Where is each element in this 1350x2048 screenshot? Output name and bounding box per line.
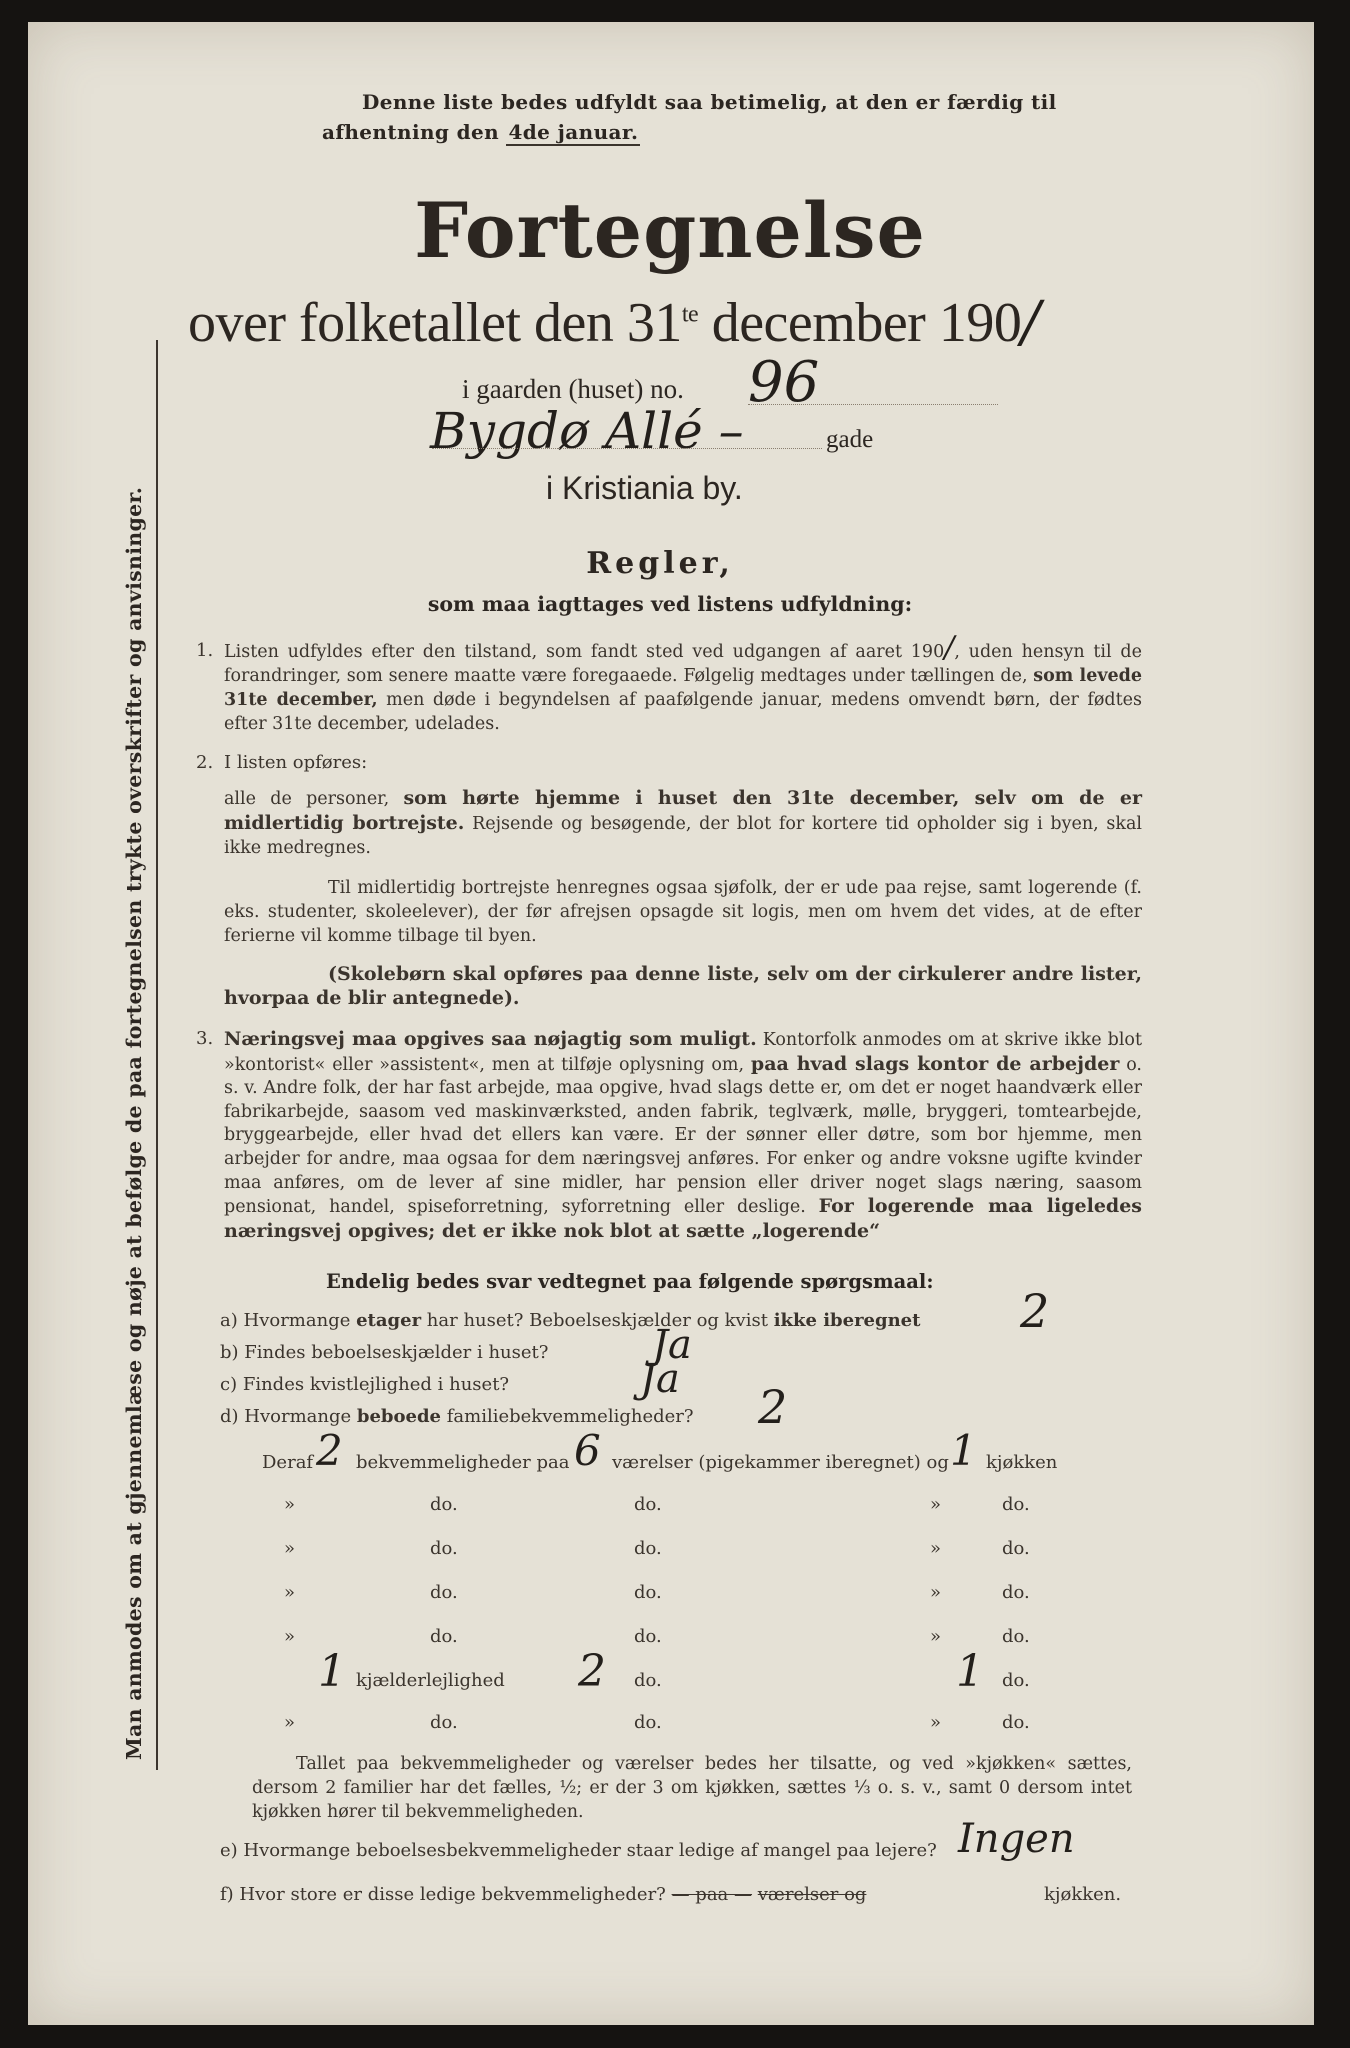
ditto-cell: do. (634, 1538, 662, 1559)
rule-3-text (224, 1028, 1142, 1244)
question-e (220, 1840, 937, 1861)
cellar-label: kjælderlejlighed (356, 1670, 505, 1691)
question-b-text: Findes beboelseskjælder i huset? (244, 1342, 549, 1363)
table-suffix: kjøkken (986, 1452, 1058, 1473)
subtitle (188, 290, 1040, 355)
ditto-mark: » (284, 1712, 296, 1733)
rule-1-year-hand: / (944, 630, 955, 665)
rule-3-number: 3. (196, 1028, 214, 1049)
question-c-text: Findes kvistlejlighed i huset? (242, 1374, 510, 1395)
rule-1-part-c: men døde i begyndelsen af paafølgende januar, medens omvendt børn, der fødtes efter 31te december, udelades. (224, 690, 1142, 734)
notice-line-1: Denne liste bedes udfyldt saa betimelig, at den er færdig til (362, 90, 1057, 114)
rule-3-bold-1: Næringsvej maa opgives saa nøjagtig som muligt. (224, 1028, 757, 1050)
rule-3-bold-3: For logerende maa ligeledes næringsvej opgives; det er ikke nok blot at sætte „logerende“ (224, 1195, 1142, 1242)
table-count-handwritten: 2 (316, 1426, 343, 1475)
ditto-cell: do. (430, 1626, 458, 1647)
answer-c: Ja (640, 1356, 680, 1402)
rule-1-number: 1. (196, 640, 214, 661)
ditto-cell: do. (1002, 1494, 1030, 1515)
question-e-label: e) (220, 1840, 238, 1861)
question-e-text: Hvormange beboelsesbekvemmeligheder staar ledige af mangel paa lejere? (243, 1840, 937, 1861)
ditto-mark: » (284, 1538, 296, 1559)
ditto-cell: do. (634, 1494, 662, 1515)
table-mid-1: bekvemmeligheder paa (356, 1452, 570, 1473)
ditto-cell: do. (430, 1538, 458, 1559)
question-f-end: kjøkken. (1044, 1884, 1122, 1905)
question-f (220, 1884, 866, 1905)
ditto-mark: » (284, 1582, 296, 1603)
street-dotted-line (432, 448, 822, 449)
rule-2-number: 2. (196, 752, 214, 773)
table-note: Tallet paa bekvemmeligheder og værelser bedes her tilsatte, og ved »kjøkken« sættes, dersom 2 familier har det fælles, ½; er der 3 om kjøkken, sættes ⅓ o. s. v., samt 0 dersom intet kjøkken hører til bekvemmeligheden. (252, 1754, 1132, 1822)
ditto-cell: do. (634, 1626, 662, 1647)
question-f-struck: — paa — (671, 1884, 753, 1905)
notice-line-2 (322, 120, 640, 144)
cellar-rooms-handwritten: 2 (578, 1646, 606, 1697)
ditto-cell: do. (1002, 1712, 1030, 1733)
ditto-cell: do. (1002, 1670, 1030, 1691)
table-kitchens-handwritten: 1 (950, 1426, 977, 1475)
question-d-bold: beboede (356, 1406, 442, 1427)
cellar-count-handwritten: 1 (318, 1646, 346, 1697)
subtitle-superscript: te (681, 301, 699, 328)
question-d-pre: Hvormange (244, 1406, 352, 1427)
question-f-label: f) (220, 1884, 234, 1905)
table-mid-2: værelser (pigekammer iberegnet) og (612, 1452, 949, 1473)
ditto-cell: do. (430, 1582, 458, 1603)
ditto-mark: » (284, 1626, 296, 1647)
rule-1-text (224, 630, 1142, 736)
question-b-label: b) (220, 1342, 239, 1363)
ditto-mark: » (930, 1712, 942, 1733)
ditto-cell: do. (430, 1494, 458, 1515)
side-instruction-text: Man anmodes om at gjennemlæse og nøje at befølge de paa fortegnelsen trykte overskrifter og anvisninger. (122, 486, 146, 1760)
questions-heading: Endelig bedes svar vedtegnet paa følgende spørgsmaal: (326, 1270, 934, 1293)
notice-date: 4de januar. (508, 120, 639, 144)
answer-b: Ja (652, 1322, 692, 1368)
question-a-label: a) (220, 1310, 238, 1331)
street-suffix: gade (826, 426, 874, 453)
rule-2-bold: som hørte hjemme i huset den 31te december, selv om de er midlertidig bortrejste. (224, 787, 1142, 834)
cellar-kitchens-handwritten: 1 (956, 1646, 984, 1697)
question-d-post: familiebekvemmeligheder? (446, 1406, 694, 1427)
rule-1-bold: som levede 31te december, (224, 666, 1142, 710)
notice-prefix: afhentning den (322, 120, 500, 144)
ditto-cell: do. (634, 1582, 662, 1603)
rule-2-intro: I listen opføres: (224, 752, 368, 773)
ditto-mark: » (284, 1494, 296, 1515)
street-name-handwritten: Bygdø Allé – (430, 402, 744, 460)
answer-a: 2 (1020, 1284, 1050, 1338)
rule-2-paragraph-2: Til midlertidig bortrejste henregnes ogsaa sjøfolk, der er ude paa rejse, samt logerende (f. eks. studenter, skoleelever), der før afrejsen opsagde sit logis, men om hvem det vides, at de efter ferierne vil komme tilbage til byen. (224, 878, 1142, 946)
rules-subheading: som maa iagttages ved listens udfyldning: (427, 592, 913, 616)
question-d (220, 1406, 694, 1427)
question-a-pre: Hvormange (243, 1310, 351, 1331)
rule-1-part-b: , uden hensyn til de forandringer, som senere maatte være foregaaede. Følgelig medtages under tællingen de, (224, 642, 1142, 686)
question-b (220, 1342, 548, 1363)
ditto-cell: do. (430, 1712, 458, 1733)
city-line: i Kristiania by. (546, 470, 743, 506)
ditto-cell: do. (634, 1712, 662, 1733)
answer-e-handwritten: Ingen (958, 1816, 1075, 1862)
ditto-mark: » (930, 1582, 942, 1603)
ditto-mark: » (930, 1626, 942, 1647)
rule-3-part-b: o. s. v. Andre folk, der har fast arbejde, maa opgive, hvad slags dette er, om det er noget haandværk eller fabrikarbejde, saasom ved maskinværksted, anden fabrik, teglværk, mølle, bryggeri, tomtearbejde, bryggearbejde, eller hvad det ellers kan være. Er der sønner eller døtre, som bor hjemme, men arbejder for andre, maa ogsaa for dem næringsvej anføres. For enker og andre voksne ugifte kvinder maa anføres, om de lever af sine midler, har pension eller driver noget slags næring, saasom pensionat, handel, spiseforretning, syforretning eller deslige. (224, 1054, 1142, 1218)
rule-2-text (224, 786, 1142, 860)
question-a-post: har huset? Beboelseskjælder og kvist (426, 1310, 768, 1331)
rule-2-part-b: Rejsende og besøgende, der blot for kortere tid opholder sig i byen, skal ikke medregnes. (224, 814, 1142, 858)
question-a-bold-2: ikke iberegnet (773, 1310, 921, 1331)
ditto-mark: » (930, 1494, 942, 1515)
question-d-label: d) (220, 1406, 239, 1427)
question-a-bold: etager (356, 1310, 422, 1331)
subtitle-year-prefix: december 190 (711, 292, 1022, 354)
year-handwritten: / (1021, 290, 1040, 355)
ditto-cell: do. (1002, 1538, 1030, 1559)
rule-2-part-a: alle de personer, (224, 789, 390, 809)
rule-2-paragraph-3: (Skolebørn skal opføres paa denne liste, selv om der cirkulerer andre lister, hvorpaa de blir antegnede). (224, 963, 1142, 1009)
ditto-cell: do. (1002, 1582, 1030, 1603)
page-title: Fortegnelse (414, 186, 926, 275)
table-prefix: Deraf (262, 1452, 314, 1473)
rule-3-part-a: Kontorfolk anmodes om at skrive ikke blot »kontorist« eller »assistent«, men at tilføje oplysning om, (224, 1030, 1142, 1075)
question-c (220, 1374, 509, 1395)
ditto-mark: » (930, 1538, 942, 1559)
question-c-label: c) (220, 1374, 238, 1395)
subtitle-text: over folketallet den 31 (188, 292, 682, 354)
table-rooms-handwritten: 6 (574, 1426, 601, 1475)
question-a (220, 1310, 920, 1331)
house-number: 96 (748, 350, 820, 415)
rule-3-bold-2: paa hvad slags kontor de arbejder (750, 1052, 1120, 1075)
answer-d: 2 (758, 1380, 788, 1434)
question-f-text: Hvor store er disse ledige bekvemmeligheder? (239, 1884, 666, 1905)
gaard-label: i gaarden (huset) no. (462, 374, 684, 404)
ditto-cell: do. (1002, 1626, 1030, 1647)
gaard-dotted-line (748, 404, 998, 405)
question-f-mid: værelser og (757, 1884, 867, 1905)
table-row-first (262, 1452, 313, 1473)
rule-1-part-a: Listen udfyldes efter den tilstand, som fandt sted ved udgangen af aaret 190 (224, 642, 945, 662)
rules-heading: Regler, (586, 546, 734, 581)
ditto-cell: do. (634, 1670, 662, 1691)
